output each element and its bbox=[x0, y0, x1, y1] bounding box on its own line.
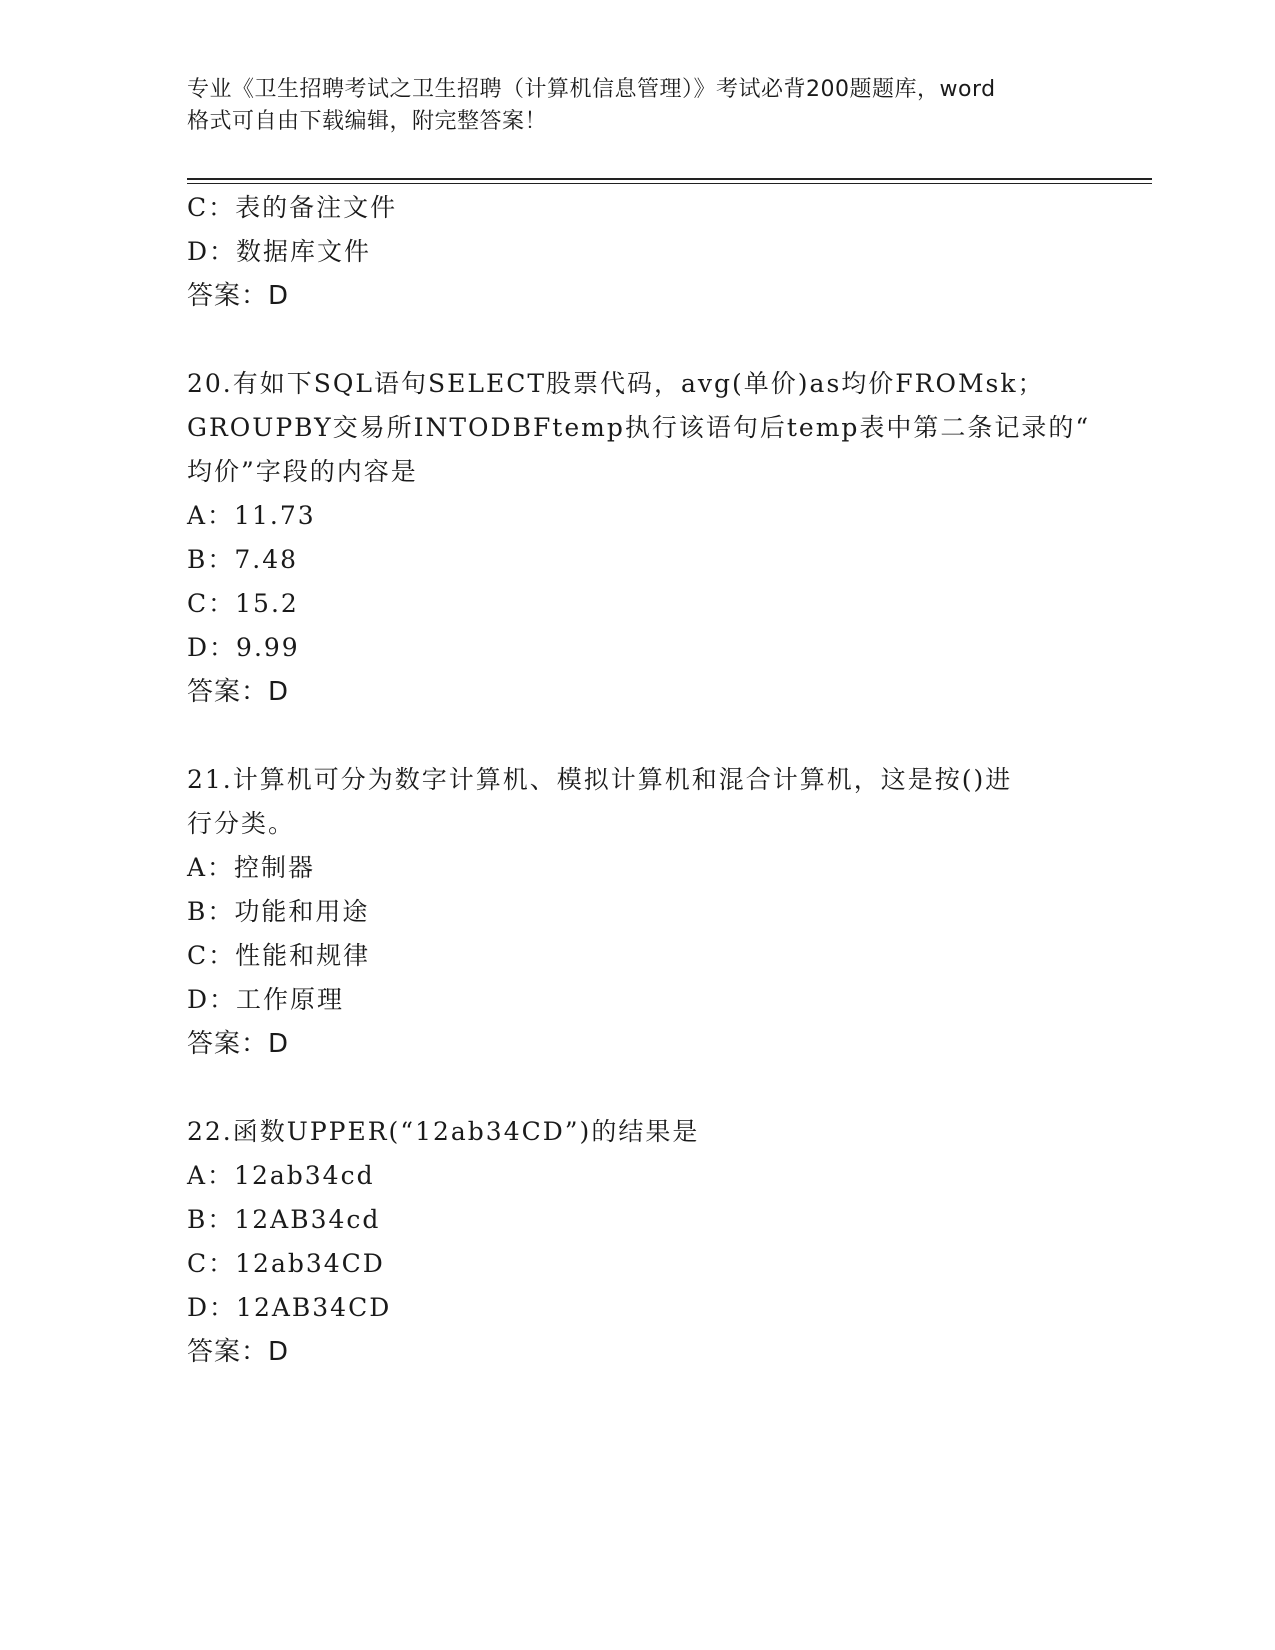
answer-value: D bbox=[268, 677, 290, 707]
answer-label: 答案： bbox=[187, 677, 269, 707]
question-21-option-d: D：工作原理 bbox=[187, 985, 345, 1014]
question-21-option-b: B：功能和用途 bbox=[187, 897, 370, 926]
question-20-option-c: C：15.2 bbox=[187, 589, 299, 618]
question-20-option-b: B：7.48 bbox=[187, 545, 299, 574]
question-21-stem-1: 21.计算机可分为数字计算机、模拟计算机和混合计算机，这是按()进 bbox=[187, 765, 1013, 794]
answer-label: 答案： bbox=[187, 1029, 269, 1059]
question-21-answer bbox=[187, 1029, 289, 1059]
header-divider-thin bbox=[187, 183, 1152, 184]
prev-option-d: D：数据库文件 bbox=[187, 237, 372, 266]
answer-label: 答案： bbox=[187, 281, 269, 311]
question-20-stem-3: 均价”字段的内容是 bbox=[187, 457, 418, 486]
question-22-option-a: A：12ab34cd bbox=[187, 1161, 375, 1190]
answer-value: D bbox=[268, 1029, 290, 1059]
question-22-option-d: D：12AB34CD bbox=[187, 1293, 392, 1322]
document-header bbox=[187, 74, 1087, 138]
answer-label: 答案： bbox=[187, 1337, 269, 1367]
answer-value: D bbox=[268, 281, 290, 311]
question-22-option-c: C：12ab34CD bbox=[187, 1249, 385, 1278]
question-20-answer bbox=[187, 677, 289, 707]
question-21-stem-2: 行分类。 bbox=[187, 809, 296, 838]
question-22-stem-1: 22.函数UPPER(“12ab34CD”)的结果是 bbox=[187, 1117, 700, 1146]
prev-answer bbox=[187, 281, 289, 311]
question-20-option-d: D：9.99 bbox=[187, 633, 300, 662]
header-line-2: 格式可自由下载编辑，附完整答案！ bbox=[187, 109, 548, 134]
prev-option-c: C：表的备注文件 bbox=[187, 193, 398, 222]
question-20-option-a: A：11.73 bbox=[187, 501, 316, 530]
question-20-stem-1: 20.有如下SQL语句SELECT股票代码，avg(单价)as均价FROMsk； bbox=[187, 369, 1045, 398]
question-21-option-c: C：性能和规律 bbox=[187, 941, 371, 970]
question-20-stem-2: GROUPBY交易所INTODBFtemp执行该语句后temp表中第二条记录的“ bbox=[187, 413, 1091, 442]
header-divider-thick bbox=[187, 178, 1152, 180]
question-21-option-a: A：控制器 bbox=[187, 853, 316, 882]
question-22-answer bbox=[187, 1337, 289, 1367]
header-line-1: 专业《卫生招聘考试之卫生招聘（计算机信息管理）》考试必背200题题库，word bbox=[187, 77, 996, 102]
answer-value: D bbox=[268, 1337, 290, 1367]
question-22-option-b: B：12AB34cd bbox=[187, 1205, 381, 1234]
